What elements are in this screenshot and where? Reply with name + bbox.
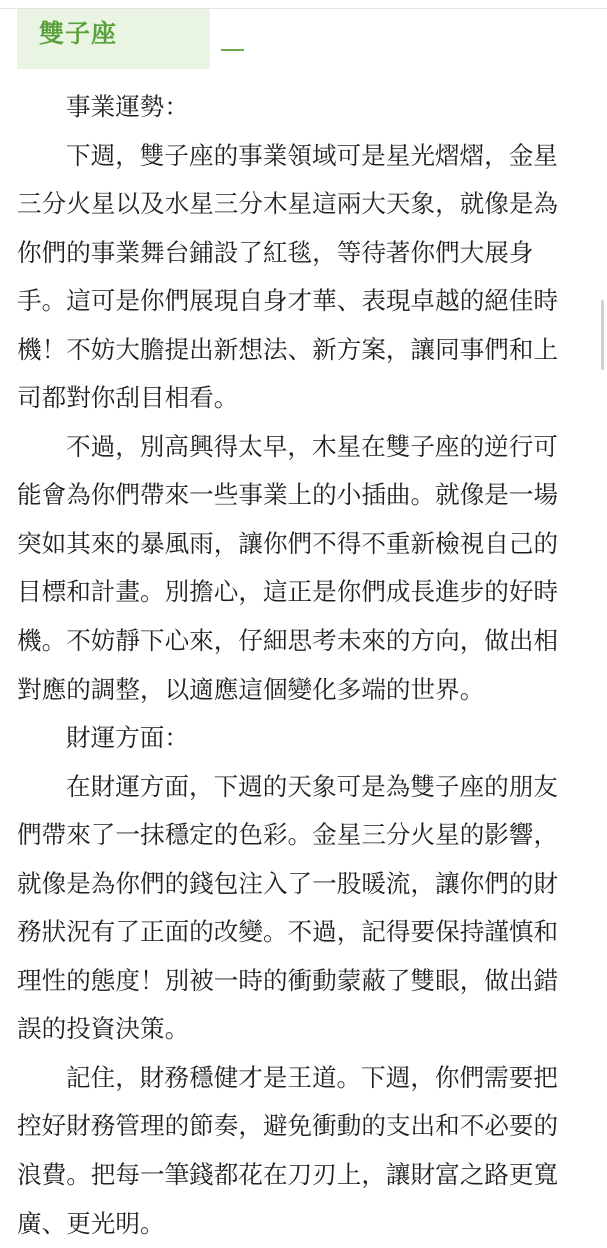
title-banner (17, 9, 210, 69)
scrollbar-thumb[interactable] (601, 300, 604, 370)
text-line: 對應的調整，以適應這個變化多端的世界。 (17, 674, 485, 704)
text-line: 們帶來了一抹穩定的色彩。金星三分火星的影響， (17, 820, 559, 850)
text-line: 在財運方面，下週的天象可是為雙子座的朋友 (66, 771, 558, 801)
text-line: 機！不妨大膽提出新想法、新方案，讓同事們和上 (17, 334, 559, 364)
text-line: 司都對你刮目相看。 (17, 383, 239, 413)
text-line: 機。不妨靜下心來，仔細思考未來的方向，做出相 (17, 626, 559, 656)
text-line: 目標和計畫。別擔心，這正是你們成長進步的好時 (17, 577, 559, 607)
text-line: 控好財務管理的節奏，避免衝動的支出和不必要的 (17, 1111, 559, 1141)
article-body (17, 83, 591, 1248)
text-line: 理性的態度！別被一時的衝動蒙蔽了雙眼，做出錯 (17, 965, 559, 995)
text-line: 廣、更光明。 (17, 1208, 165, 1238)
text-line: 下週，雙子座的事業領域可是星光熠熠，金星 (66, 140, 558, 170)
title-underline-decoration (221, 49, 244, 51)
text-line: 三分火星以及水星三分木星這兩大天象，就像是為 (17, 189, 559, 219)
page-title: 雙子座 (39, 19, 118, 48)
text-line: 誤的投資決策。 (17, 1014, 190, 1044)
text-line: 浪費。把每一筆錢都花在刀刃上，讓財富之路更寬 (17, 1160, 559, 1190)
text-line: 就像是為你們的錢包注入了一股暖流，讓你們的財 (17, 868, 559, 898)
text-line: 記住，財務穩健才是王道。下週，你們需要把 (66, 1062, 558, 1092)
text-line: 手。這可是你們展現自身才華、表現卓越的絕佳時 (17, 286, 559, 316)
text-line: 你們的事業舞台鋪設了紅毯，等待著你們大展身 (17, 237, 534, 267)
section-heading-career: 事業運勢： (66, 92, 189, 121)
section-heading-finance: 財運方面： (66, 723, 189, 753)
text-line: 不過，別高興得太早，木星在雙子座的逆行可 (66, 431, 558, 461)
text-line: 能會為你們帶來一些事業上的小插曲。就像是一場 (17, 480, 559, 510)
text-line: 突如其來的暴風雨，讓你們不得不重新檢視自己的 (17, 528, 559, 558)
text-line: 務狀況有了正面的改變。不過，記得要保持謹慎和 (17, 917, 559, 947)
